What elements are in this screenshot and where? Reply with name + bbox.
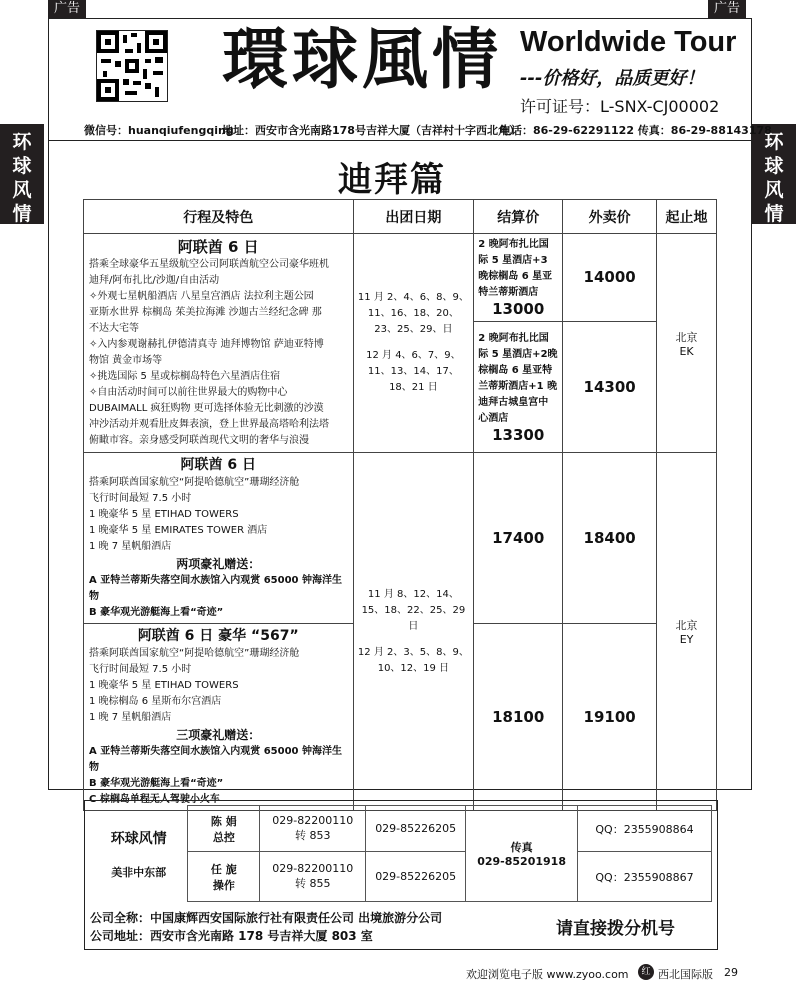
contact-person-1: 陈 娟 总控 xyxy=(188,806,260,852)
contact-qq-1: QQ：2355908864 xyxy=(578,806,712,852)
col-header-retail: 外卖价 xyxy=(563,200,657,234)
company-address-header: 地址：西安市含光南路178号吉祥大厦（吉祥村十字西北角） xyxy=(222,124,520,137)
company-address: 公司地址：西安市含光南路 178 号吉祥大厦 803 室 xyxy=(90,929,373,943)
side-label-left: 环 球 风 情 xyxy=(0,124,44,224)
side-label-right: 环 球 风 情 xyxy=(752,124,796,224)
itinerary-cell-3 xyxy=(84,624,354,811)
contact-table xyxy=(90,805,712,902)
table-header-row xyxy=(84,200,717,234)
gift-list: A 亚特兰蒂斯失落空间水族馆入内观赏 65000 钟海洋生物 B 豪华观光游艇海上看“奇迹” xyxy=(89,575,342,618)
route-cell-2: 北京 EY xyxy=(657,453,717,811)
dates-cell-1: 11 月 2、4、6、8、9、11、16、18、20、23、25、29、日 12 月 4、6、7、9、11、13、14、17、18、21 日 xyxy=(353,234,474,453)
company-full-name: 公司全称：中国康辉西安国际旅行社有限责任公司 出境旅游分公司 xyxy=(90,911,443,925)
contact-qq-2: QQ：2355908867 xyxy=(578,852,712,902)
gift-list: A 亚特兰蒂斯失落空间水族馆入内观赏 65000 钟海洋生物 B 豪华观光游艇海上看“奇迹” C 棕榈岛单程无人驾驶小火车 xyxy=(89,746,342,805)
col-header-settle: 结算价 xyxy=(474,200,563,234)
col-header-dates: 出团日期 xyxy=(353,200,474,234)
brand-english: Worldwide Tour xyxy=(520,26,737,58)
itinerary-cell-2 xyxy=(84,453,354,624)
tour-table xyxy=(83,199,717,811)
retail-cell-3: 19100 xyxy=(563,624,657,811)
wechat-id: 微信号：huanqiufengqing xyxy=(84,124,234,137)
contact-brand: 环球风情 xyxy=(110,830,167,847)
company-phone-header: 电话：86-29-62291122 传真：86-29-88143178 xyxy=(500,124,772,137)
itinerary-desc: 搭乘全球豪华五星级航空公司阿联酋航空公司豪华班机 迪拜/阿布扎比/沙迦/自由活动 ✧外观七星帆船酒店 八星皇宫酒店 法拉利主题公园 亚斯水世界 棕榈岛 茱美拉海滩 沙迦古兰经纪念碑 那 不达大宅等 ✧入内参观谢赫扎伊德清真寺 迪拜博物馆 萨迪亚特博 物馆 黄金市场等 ✧挑选国际 5 星或棕榈岛特色六星酒店住宿 ✧自由活动时间可以前往世界最大的购物中心 DUBAIMALL 疯狂购物 更可选择体验无比刺激的沙漠 冲沙活动并观看肚皮舞表演，登上世界最高塔哈利法塔 俯瞰市容。亲身感受阿联酋现代文明的奢华与浪漫 xyxy=(89,259,329,446)
fax-cell: 传真 029-85201918 xyxy=(466,806,578,902)
itinerary-title: 阿联酋 6 日 xyxy=(177,238,259,256)
footer-text: 欢迎浏览电子版 www.zyoo.com xyxy=(466,968,629,981)
contact-tel-2: 029-85226205 xyxy=(366,852,466,902)
retail-cell-1a: 14000 xyxy=(563,234,657,322)
header-divider xyxy=(48,140,752,141)
ad-tag-right: 广告 xyxy=(708,0,746,18)
itinerary-title: 阿联酋 6 日 xyxy=(180,457,256,473)
contact-tel-1: 029-85226205 xyxy=(366,806,466,852)
brand-title: 環球風情 xyxy=(222,21,502,98)
settle-cell-1a: 2 晚阿布扎比国际 5 星酒店+3 晚棕榈岛 6 星亚特兰蒂斯酒店 13000 xyxy=(474,234,563,322)
settle-cell-2: 17400 xyxy=(474,453,563,624)
contact-phone-1: 029-82200110 转 853 xyxy=(260,806,366,852)
contact-phone-2: 029-82200110 转 855 xyxy=(260,852,366,902)
itinerary-desc: 搭乘阿联酋国家航空“阿提哈德航空”珊瑚经济舱 飞行时间最短 7.5 小时 1 晚豪华 5 星 ETIHAD TOWERS 1 晚豪华 5 星 EMIRATES TOWER 酒店 1 晚 7 星帆船酒店 xyxy=(89,477,300,552)
itinerary-title: 阿联酋 6 日 豪华 “567” xyxy=(137,628,299,644)
gift-title: 三项豪礼赠送： xyxy=(176,728,261,742)
table-row xyxy=(84,453,717,624)
route-cell-1: 北京 EK xyxy=(657,234,717,453)
contact-dept: 美非中东部 xyxy=(111,865,167,879)
retail-cell-2: 18400 xyxy=(563,453,657,624)
retail-cell-1b: 14300 xyxy=(563,321,657,452)
dial-instruction: 请直接拨分机号 xyxy=(556,919,675,939)
ad-tag-left: 广告 xyxy=(48,0,86,18)
table-row xyxy=(84,234,717,322)
settle-cell-3: 18100 xyxy=(474,624,563,811)
qr-code-icon xyxy=(96,30,168,102)
page-title: 迪拜篇 xyxy=(338,160,446,200)
itinerary-desc: 搭乘阿联酋国家航空“阿提哈德航空”珊瑚经济舱 飞行时间最短 7.5 小时 1 晚豪华 5 星 ETIHAD TOWERS 1 晚棕榈岛 6 星斯布尔宫酒店 1 晚 7 星帆船酒店 xyxy=(89,648,300,723)
footer-edition: 西北国际版 xyxy=(658,968,713,981)
itinerary-cell-1 xyxy=(84,234,354,453)
dates-cell-2: 11 月 8、12、14、15、18、22、25、29 日 12 月 2、3、5、8、9、10、12、19 日 xyxy=(353,453,474,811)
zyoo-logo-icon: 红 xyxy=(638,964,654,980)
license-number: 许可证号：L-SNX-CJ00002 xyxy=(520,97,720,116)
page-number: 29 xyxy=(724,966,738,979)
col-header-route: 起止地 xyxy=(657,200,717,234)
col-header-itinerary: 行程及特色 xyxy=(84,200,354,234)
settle-cell-1b: 2 晚阿布扎比国际 5 星酒店+2晚棕榈岛 6 星亚特兰蒂斯酒店+1 晚迪拜古城皇宫中心酒店 13300 xyxy=(474,321,563,452)
slogan: ---价格好，品质更好！ xyxy=(520,68,705,89)
contact-brand-cell xyxy=(90,806,188,902)
gift-title: 两项豪礼赠送： xyxy=(176,557,261,571)
contact-person-2: 任 旎 操作 xyxy=(188,852,260,902)
